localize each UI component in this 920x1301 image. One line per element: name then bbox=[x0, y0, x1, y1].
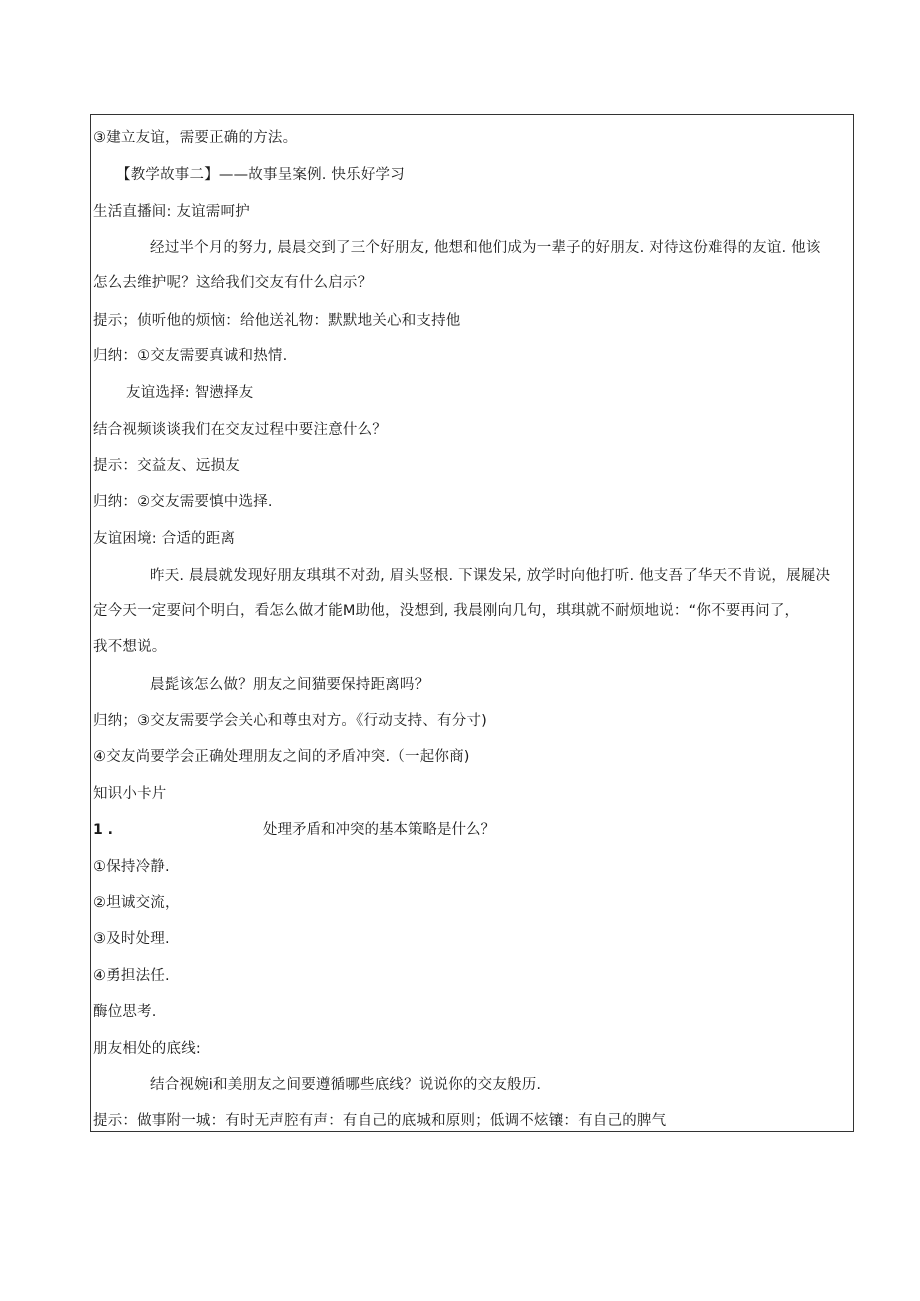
subheading: 朋友相处的底线: bbox=[93, 1041, 201, 1057]
summary-line: 归纳：①交友需要真诚和热情. bbox=[93, 348, 288, 364]
paragraph-line: 定今天一定要问个明白，看怎么做才能M助他，没想到, 我晨刚向几句，琪琪就不耐烦地说：“你不要再问了， bbox=[93, 603, 800, 619]
subheading: 生活直播间: 友谊需呵护 bbox=[93, 204, 250, 220]
hint-line: 提示：做事附一城：有时无声腔有声：有自己的底城和原则；低调不炫镶：有自己的脾气 bbox=[93, 1113, 667, 1129]
subheading: 友谊选择: 智懑择友 bbox=[126, 385, 254, 401]
list-item: ④勇担法任. bbox=[93, 968, 170, 984]
hint-line: 提示：交益友、远损友 bbox=[93, 458, 240, 474]
paragraph-line: 怎么去维护呢？这给我们交友有什么启示？ bbox=[93, 275, 373, 291]
paragraph-line: 昨天. 晨晨就发现好朋友琪琪不对劲, 眉头竖根. 下课发呆, 放学时向他打听. 他支吾了华天不肯说，展屣决 bbox=[150, 568, 831, 584]
subheading: 友谊困境: 合适的距离 bbox=[93, 531, 236, 547]
card-number: 1 . bbox=[93, 822, 113, 838]
summary-line: 归纳：②交友需要慎中选择. bbox=[93, 494, 273, 510]
summary-line: 归纳；③交友需要学会关心和尊虫对方。《行动支持、有分寸) bbox=[93, 713, 488, 729]
summary-line: ④交友尚要学会正确处理朋友之间的矛盾冲突.（一起你商) bbox=[93, 749, 470, 765]
content-frame bbox=[90, 114, 854, 1132]
section-heading: 【教学故事二】——故事呈案例. 快乐好学习 bbox=[116, 167, 405, 183]
paragraph-line: 我不想说。 bbox=[93, 639, 167, 655]
text-line: ③建立友谊，需要正确的方法。 bbox=[93, 130, 298, 146]
question-line: 结合视频谈谈我们在交友过程中要注意什么？ bbox=[93, 422, 387, 438]
card-question: 处理矛盾和冲突的基本策略是什么？ bbox=[263, 822, 495, 838]
list-item: ③及时处理. bbox=[93, 931, 170, 947]
subheading: 知识小卡片 bbox=[93, 786, 167, 802]
hint-line: 提示；侦听他的烦恼：给他送礼物：默默地关心和支持他 bbox=[93, 313, 461, 329]
list-item: 酶位思考. bbox=[93, 1004, 157, 1020]
question-line: 晨髭该怎么做？朋友之间猫要保持距离吗？ bbox=[150, 677, 430, 693]
paragraph-line: 经过半个月的努力, 晨晨交到了三个好朋友, 他想和他们成为一辈子的好朋友. 对待这份难得的友谊. 他该 bbox=[150, 240, 821, 256]
list-item: ②坦诚交流， bbox=[93, 895, 180, 911]
question-line: 结合视婉i和美朋友之间要遵循哪些底线？说说你的交友般历. bbox=[150, 1077, 542, 1093]
list-item: ①保持冷静. bbox=[93, 859, 170, 875]
